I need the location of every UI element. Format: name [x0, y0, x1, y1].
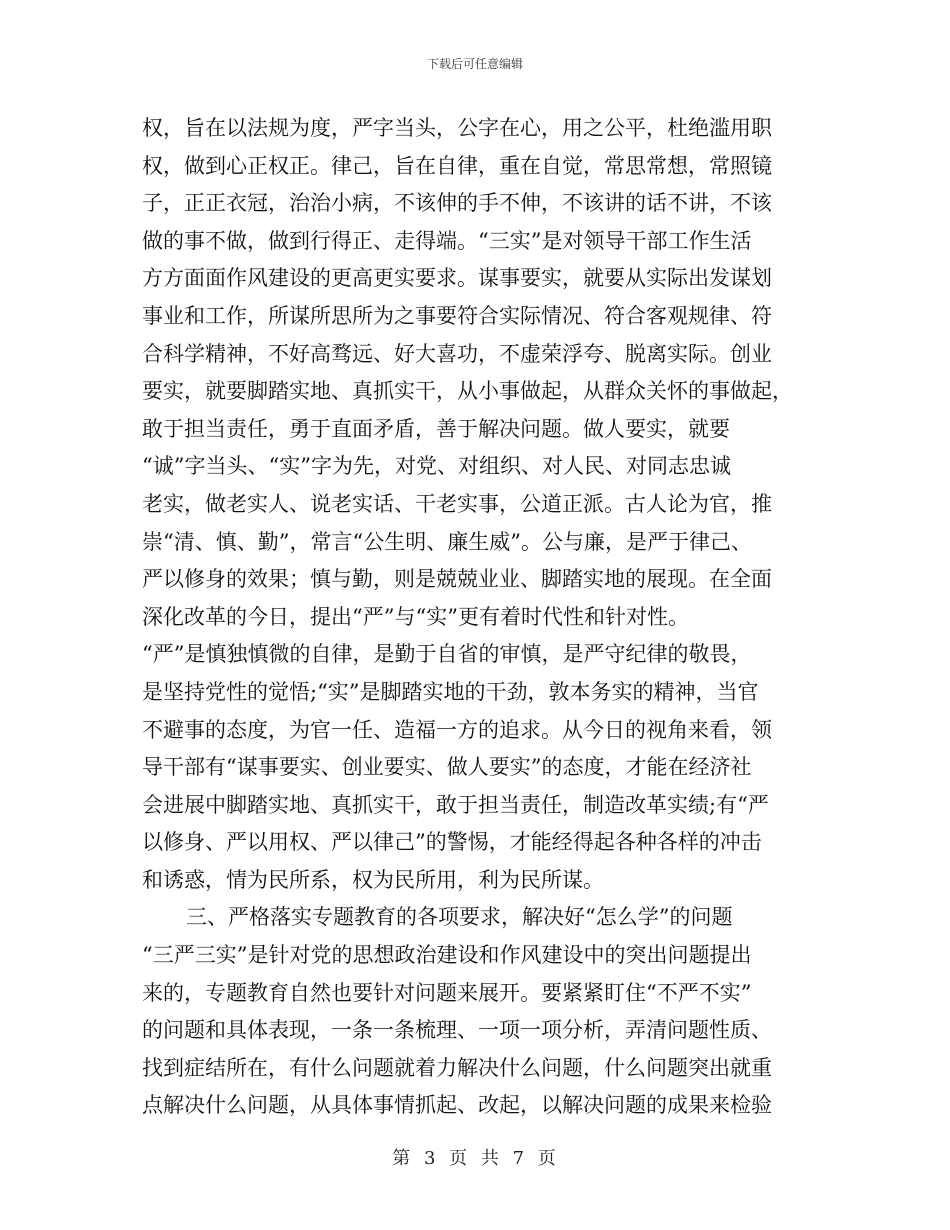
text-line: 老实，做老实人、说老实话、干老实事，公道正派。古人论为官，推 — [142, 491, 772, 516]
text-line: “严”是慎独慎微的自律，是勤于自省的审慎，是严守纪律的敬畏， — [142, 642, 752, 667]
text-line: 子，正正衣冠，治治小病，不该伸的手不伸，不该讲的话不讲，不该 — [142, 191, 772, 216]
text-line: 权，旨在以法规为度，严字当头，公字在心，用之公平，杜绝滥用职 — [142, 116, 772, 140]
section-heading: 三、严格落实专题教育的各项要求，解决好“怎么学”的问题 — [186, 905, 733, 930]
text-line: 会进展中脚踏实地、真抓实干，敢于担当责任，制造改革实绩;有“严 — [142, 792, 769, 817]
text-line: “三严三实”是针对党的思想政治建设和作风建设中的突出问题提出 — [142, 943, 752, 968]
text-line: 找到症结所在，有什么问题就着力解决什么问题，什么问题突出就重 — [142, 1055, 772, 1080]
document-body — [142, 110, 808, 1125]
text-line: 权，做到心正权正。律己，旨在自律，重在自觉，常思常想，常照镜 — [142, 153, 772, 178]
text-line: 来的，专题教育自然也要针对问题来展开。要紧紧盯住“不严不实” — [142, 980, 752, 1005]
text-line: 严以修身的效果；慎与勤，则是兢兢业业、脚踏实地的展现。在全面 — [142, 567, 772, 592]
text-line: 是坚持党性的觉悟;“实”是脚踏实地的干劲，敦本务实的精神，当官 — [142, 679, 759, 704]
text-line: 事业和工作，所谋所思所为之事要符合实际情况、符合客观规律、符 — [142, 303, 772, 328]
text-line: 深化改革的今日，提出“严”与“实”更有着时代性和针对性。 — [142, 604, 689, 629]
text-line: 方方面面作风建设的更高更实要求。谋事要实，就要从实际出发谋划 — [142, 266, 772, 291]
text-line: 要实，就要脚踏实地、真抓实干，从小事做起，从群众关怀的事做起， — [142, 379, 793, 404]
text-line: “诚”字当头、“实”字为先，对党、对组织、对人民、对同志忠诚 — [142, 454, 731, 479]
text-line: 做的事不做，做到行得正、走得端。“三实”是对领导干部工作生活 — [142, 228, 752, 253]
text-line: 合科学精神，不好高骛远、好大喜功，不虚荣浮夸、脱离实际。创业 — [142, 341, 772, 366]
text-line: 敢于担当责任，勇于直面矛盾，善于解决问题。做人要实，就要 — [142, 416, 730, 441]
text-line: 以修身、严以用权、严以律己”的警惕，才能经得起各种各样的冲击 — [142, 830, 762, 855]
page-number: 第 3 页 共 7 页 — [392, 1148, 558, 1169]
text-line: 的问题和具体表现，一条一条梳理、一项一项分析，弄清问题性质、 — [142, 1018, 772, 1043]
text-line: 导干部有“谋事要实、创业要实、做人要实”的态度，才能在经济社 — [142, 755, 752, 780]
text-line: 点解决什么问题，从具体事情抓起、改起，以解决问题的成果来检验 — [142, 1093, 772, 1118]
text-line: 和诱惑，情为民所系，权为民所用，利为民所谋。 — [142, 867, 604, 892]
text-line: 不避事的态度，为官一任、造福一方的追求。从今日的视角来看，领 — [142, 717, 772, 742]
text-line: 崇“清、慎、勤”，常言“公生明、廉生威”。公与廉，是严于律己、 — [142, 529, 752, 554]
page-header-note: 下载后可任意编辑 — [426, 57, 523, 71]
